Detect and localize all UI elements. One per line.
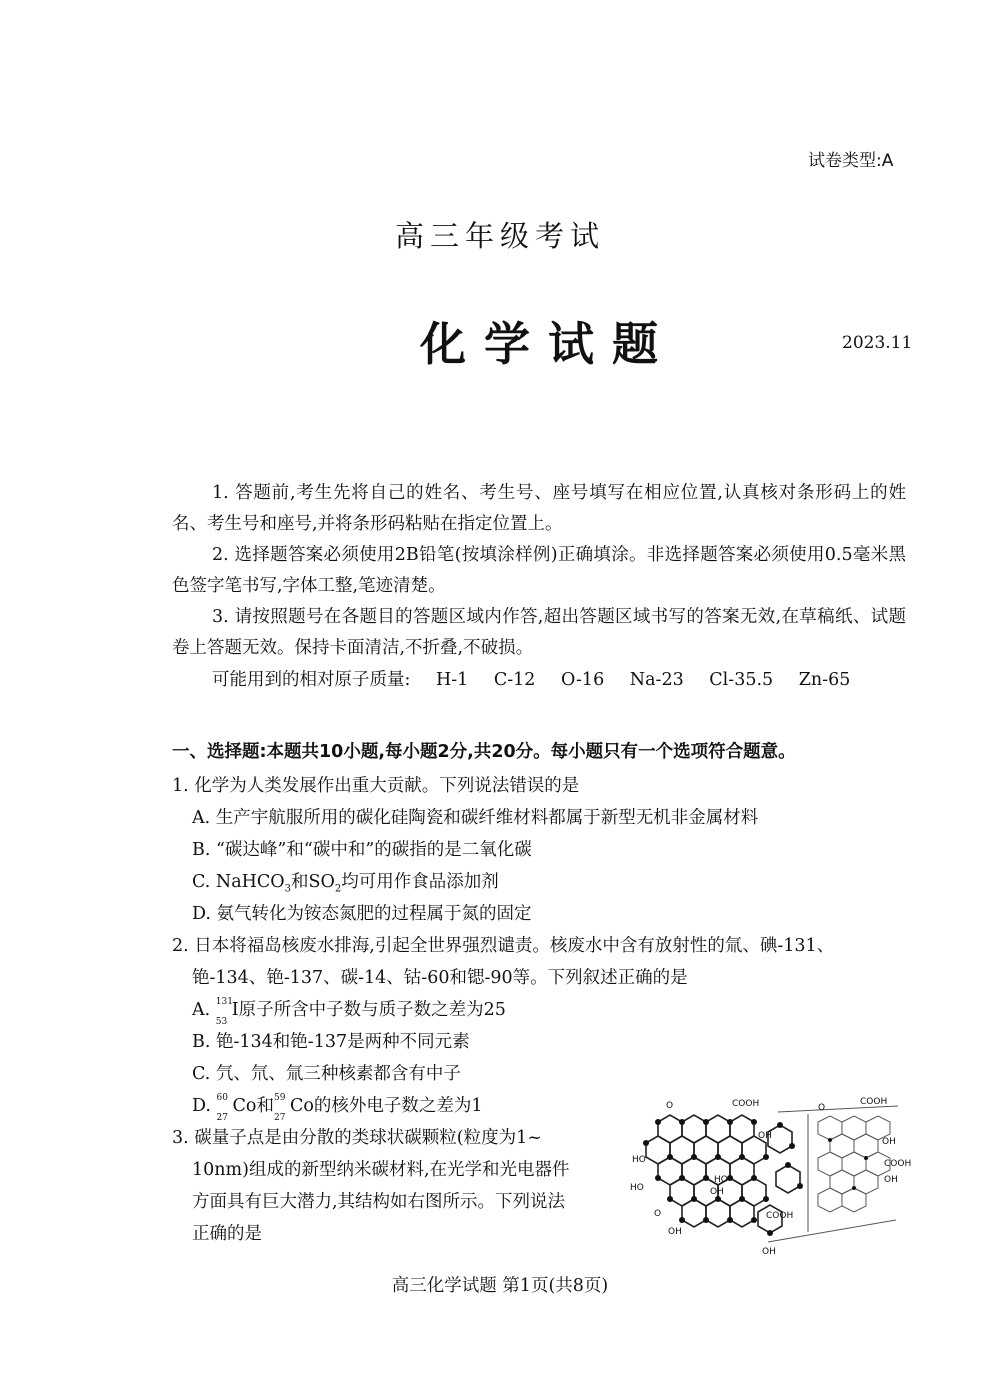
q2-a-pre: A. <box>192 1000 216 1020</box>
figure-label-oh-2: OH <box>882 1137 896 1147</box>
cobalt60-mass-number: 60 <box>216 1092 228 1103</box>
figure-label-oh-4: OH <box>884 1175 898 1185</box>
cobalt59-atomic-number: 27 <box>273 1112 286 1123</box>
q1-c-pre: C. NaHCO <box>192 872 285 892</box>
atomic-mass-zn: Zn-65 <box>798 670 851 690</box>
exam-date: 2023.11 <box>842 333 913 353</box>
cobalt60-nuclide-notation <box>216 1092 233 1123</box>
instruction-note-2: 2. 选择题答案必须使用2B铅笔(按填涂样例)正确填涂。非选择题答案必须使用0.5毫米黑色签字笔书写,字体工整,笔迹清楚。 <box>172 545 906 596</box>
q1-option-b: B. “碳达峰”和“碳中和”的碳指的是二氧化碳 <box>192 840 532 860</box>
q1-c-mid: 和SO <box>291 872 335 892</box>
figure-label-cooh-3: COOH <box>766 1211 794 1221</box>
figure-label-oh-5: OH <box>668 1227 682 1237</box>
q2-option-a <box>192 996 506 1027</box>
cobalt60-atomic-number: 27 <box>216 1112 228 1123</box>
instruction-note-3: 3. 请按照题号在各题目的答题区域内作答,超出答题区域书写的答案无效,在草稿纸、试题卷上答题无效。保持卡面清洁,不折叠,不破损。 <box>172 607 906 658</box>
figure-label-o-top: O <box>666 1101 674 1111</box>
exam-grade-heading: 高三年级考试 <box>394 219 605 253</box>
iodine-atomic-number: 53 <box>215 1016 228 1027</box>
figure-label-cooh-4: COOH <box>884 1159 912 1169</box>
q2-option-b: B. 铯-134和铯-137是两种不同元素 <box>192 1032 470 1052</box>
q2-option-c: C. 氕、氘、氚三种核素都含有中子 <box>192 1064 461 1084</box>
q2-d-post: Co的核外电子数之差为1 <box>289 1096 483 1116</box>
q3-stem-line3: 方面具有巨大潜力,其结构如右图所示。下列说法 <box>192 1192 566 1212</box>
cobalt59-mass-number: 59 <box>273 1092 286 1103</box>
page-footer: 高三化学试题 第1页(共8页) <box>391 1276 609 1296</box>
atomic-masses-line <box>212 666 870 691</box>
atomic-masses-label: 可能用到的相对原子质量: <box>212 670 411 690</box>
figure-label-oh-1: OH <box>758 1131 772 1141</box>
q1-c-post: 均可用作食品添加剂 <box>341 872 499 892</box>
figure-label-cooh-2: COOH <box>860 1097 888 1107</box>
figure-label-o-left: O <box>654 1209 662 1219</box>
q2-d-mid: Co和 <box>232 1096 274 1116</box>
atomic-mass-na: Na-23 <box>629 670 684 690</box>
figure-label-oh-6: OH <box>762 1247 776 1257</box>
q3-stem-line1: 3. 碳量子点是由分散的类球状碳颗粒(粒度为1~ <box>172 1128 542 1148</box>
q1-stem: 1. 化学为人类发展作出重大贡献。下列说法错误的是 <box>172 776 580 796</box>
q2-stem-line1: 2. 日本将福岛核废水排海,引起全世界强烈谴责。核废水中含有放射性的氚、碘-131、 <box>172 936 835 956</box>
cobalt59-nuclide-notation <box>273 1092 290 1123</box>
instruction-note-1: 1. 答题前,考生先将自己的姓名、考生号、座号填写在相应位置,认真核对条形码上的姓名、考生号和座号,并将条形码粘贴在指定位置上。 <box>172 483 906 534</box>
iodine-nuclide-notation <box>215 996 233 1027</box>
figure-label-oh-3: OH <box>710 1187 724 1197</box>
q2-d-pre: D. <box>192 1096 217 1116</box>
q1-c-sub2: 2 <box>334 883 342 895</box>
atomic-mass-c: C-12 <box>493 670 536 690</box>
q3-stem-line2: 10nm)组成的新型纳米碳材料,在光学和光电器件 <box>192 1160 570 1180</box>
atomic-mass-cl: Cl-35.5 <box>709 670 774 690</box>
q2-option-d <box>192 1092 483 1123</box>
atomic-mass-o: O-16 <box>561 670 605 690</box>
graphite-layers <box>768 1106 898 1242</box>
figure-label-ho-1: HO <box>632 1155 646 1165</box>
figure-label-o-right: O <box>818 1103 826 1113</box>
figure-label-ho-3: HO <box>714 1175 728 1185</box>
q1-option-c <box>192 868 499 895</box>
iodine-mass-number: 131 <box>215 996 233 1007</box>
q2-a-post: I原子所含中子数与质子数之差为25 <box>231 1000 506 1020</box>
q1-option-a: A. 生产宇航服所用的碳化硅陶瓷和碳纤维材料都属于新型无机非金属材料 <box>192 808 759 828</box>
q2-stem-line2: 铯-134、铯-137、碳-14、钴-60和锶-90等。下列叙述正确的是 <box>192 968 688 988</box>
q1-c-sub1: 3 <box>284 883 292 895</box>
atomic-mass-h: H-1 <box>435 670 469 690</box>
carbon-quantum-dot-structure-figure <box>628 1092 912 1260</box>
paper-type-label: 试卷类型:A <box>808 151 894 171</box>
q3-stem-line4: 正确的是 <box>192 1224 262 1244</box>
figure-label-ho-2: HO <box>630 1183 644 1193</box>
section-one-heading: 一、选择题:本题共10小题,每小题2分,共20分。每小题只有一个选项符合题意。 <box>172 742 796 762</box>
figure-label-cooh-1: COOH <box>732 1099 760 1109</box>
q1-option-d: D. 氨气转化为铵态氮肥的过程属于氮的固定 <box>192 904 532 924</box>
subject-title: 化学试题 <box>420 317 676 371</box>
